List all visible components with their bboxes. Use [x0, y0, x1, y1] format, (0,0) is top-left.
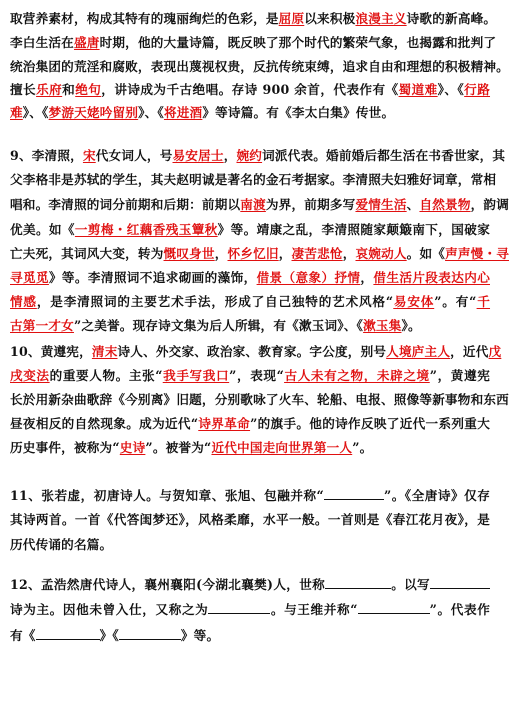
text-segment: 有《 — [10, 628, 36, 643]
text-line — [10, 415, 490, 433]
text-segment: 长於用新杂曲歌辞《今别离》旧题，分别歌咏了火车、轮船、电报、照像等新事物和东西 — [10, 392, 509, 407]
text-segment: 唱和。李清照的词分前期和后期：前期以 — [10, 197, 241, 212]
highlighted-term: 易安居士 — [172, 148, 224, 163]
text-line — [10, 626, 490, 644]
highlighted-term: 行路 — [464, 82, 491, 97]
highlighted-term: 凄苦悲怆 — [291, 246, 343, 261]
text-segment: 》、《 — [138, 105, 164, 120]
text-segment: 。如《 — [406, 246, 446, 261]
text-line — [10, 104, 490, 122]
text-line — [10, 317, 490, 335]
text-segment: ， — [223, 148, 237, 163]
text-line — [10, 171, 497, 189]
text-segment: 》、《 — [437, 82, 465, 97]
text-segment: ”之美誉。现存诗文集为后人所辑，有《漱玉词》、《 — [73, 318, 364, 333]
text-line — [10, 511, 490, 529]
highlighted-term: 近代中国走向世界第一人 — [211, 440, 353, 455]
highlighted-term: 古第一才女 — [10, 318, 74, 333]
highlighted-term: 千 — [476, 294, 491, 309]
text-line — [10, 343, 502, 361]
text-segment: 诗为主。因他未曾入仕，又称之为 — [10, 602, 209, 617]
text-line — [10, 147, 506, 165]
text-segment: 12、孟浩然唐代诗人，襄州襄阳(今湖北襄樊)人，世称 — [10, 577, 326, 592]
text-segment: 亡夫死，其词风大变，转为 — [10, 246, 164, 261]
text-segment: ”的旗手。他的诗作反映了近代一系列重大 — [250, 416, 490, 431]
text-segment: 的重要人物。主张“ — [49, 368, 163, 383]
text-segment: ， — [342, 246, 356, 261]
highlighted-term: 戊 — [488, 344, 502, 359]
text-line — [10, 391, 509, 409]
text-segment: ”，表现“ — [229, 368, 285, 383]
text-segment: 诗人、外交家、政治家、教育家。字公度，别号 — [117, 344, 387, 359]
text-segment: ， — [360, 270, 374, 285]
highlighted-term: 婉约 — [236, 148, 263, 163]
text-line — [10, 58, 509, 76]
text-segment: ”。被誉为“ — [145, 440, 212, 455]
highlighted-term: 漱玉集 — [363, 318, 402, 333]
text-segment: 历代传诵的名篇。 — [10, 537, 113, 552]
text-segment: 统治集团的荒淫和腐败，表现出蔑视权贵，反抗传统束缚，追求自由和理想的积极精神。 — [10, 59, 509, 74]
highlighted-term: 借生活片段表达内心 — [373, 270, 490, 285]
highlighted-term: 易安体 — [393, 294, 435, 309]
highlighted-term: 将进酒 — [163, 105, 203, 120]
text-segment: ，是李清照词的主要艺术手法，形成了自己独特的艺术风格“ — [36, 294, 394, 309]
text-line — [10, 575, 490, 593]
text-segment: ，讲诗成为千古绝唱。存诗 900 余首，代表作有《 — [101, 82, 399, 97]
highlighted-term: 爱情生活 — [355, 197, 407, 212]
text-segment: 为界，前期多写 — [265, 197, 356, 212]
text-line — [10, 439, 490, 457]
highlighted-term: 盛唐 — [73, 35, 100, 50]
text-segment: ， — [278, 246, 292, 261]
text-segment: 父李格非是苏轼的学生，其夫赵明诚是著名的金石考据家。李清照夫妇雅好词章，常相 — [10, 172, 497, 187]
text-segment: 》等诗篇。有《李太白集》传世。 — [202, 105, 395, 120]
highlighted-term: 屈原 — [278, 11, 305, 26]
text-segment: 》。 — [401, 318, 421, 333]
text-segment: ，近代 — [450, 344, 489, 359]
text-segment: 。以写 — [391, 577, 430, 592]
highlighted-term: 乐府 — [36, 82, 63, 97]
highlighted-term: 清末 — [91, 344, 118, 359]
text-segment: 历史事件，被称为“ — [10, 440, 120, 455]
fill-in-blank — [324, 486, 384, 500]
fill-in-blank — [358, 600, 430, 614]
highlighted-term: 蜀道难 — [398, 82, 438, 97]
text-segment: 取营养素材，构成其特有的瑰丽绚烂的色彩，是 — [10, 11, 279, 26]
text-segment: 其诗两首。一首《代答闺梦还》，风格柔靡，水平一般。一首则是《春江花月夜》，是 — [10, 512, 490, 527]
text-segment: ”。有“ — [434, 294, 477, 309]
highlighted-term: 一剪梅・红藕香残玉簟秋 — [74, 222, 218, 237]
highlighted-term: 古人未有之物，未辟之境 — [284, 368, 430, 383]
text-segment: 》等。李清照词不追求砌画的藻饰， — [48, 270, 257, 285]
highlighted-term: 慨叹身世 — [163, 246, 215, 261]
fill-in-blank — [119, 626, 181, 640]
highlighted-term: 怀乡忆旧 — [227, 246, 279, 261]
text-segment: 擅长 — [10, 82, 37, 97]
text-line — [10, 196, 509, 214]
highlighted-term: 情感 — [10, 294, 37, 309]
fill-in-blank — [208, 600, 270, 614]
text-segment: 时期，他的大量诗篇，既反映了那个时代的繁荣气象，也揭露和批判了 — [99, 35, 497, 50]
text-segment: 昼夜相反的自然现象。成为近代“ — [10, 416, 199, 431]
text-segment: 》等。靖康之乱，李清照随家颠簸南下，国破家 — [217, 222, 491, 237]
text-segment: 诗歌的新高峰。 — [406, 11, 497, 26]
text-line — [10, 486, 490, 504]
fill-in-blank — [325, 575, 391, 589]
text-segment: 》《 — [99, 628, 119, 643]
text-segment: 李白生活在 — [10, 35, 74, 50]
fill-in-blank — [430, 575, 490, 589]
text-line — [10, 600, 490, 618]
highlighted-term: 人境庐主人 — [386, 344, 451, 359]
highlighted-term: 哀婉动人 — [355, 246, 407, 261]
text-segment: ”。《全唐诗》仅存 — [384, 488, 490, 503]
text-line — [10, 10, 497, 28]
text-line — [10, 293, 490, 311]
text-segment: 、 — [406, 197, 420, 212]
text-segment: 优美。如《 — [10, 222, 75, 237]
text-segment: 11、张若虚，初唐诗人。与贺知章、张旭、包融并称“ — [10, 488, 324, 503]
highlighted-term: 难 — [10, 105, 23, 120]
highlighted-term: 浪漫主义 — [355, 11, 407, 26]
highlighted-term: 自然景物 — [419, 197, 471, 212]
text-segment: 》、《 — [22, 105, 49, 120]
highlighted-term: 史诗 — [119, 440, 146, 455]
text-line — [10, 221, 490, 239]
text-segment: ”。代表作 — [429, 602, 491, 617]
text-line — [10, 245, 509, 263]
text-segment: 10、黄遵宪， — [10, 344, 92, 359]
highlighted-term: 借景（意象）抒情 — [256, 270, 361, 285]
highlighted-term: 绝句 — [75, 82, 102, 97]
highlighted-term: 诗界革命 — [198, 416, 251, 431]
text-segment: 。与王维并称“ — [270, 602, 358, 617]
text-segment: ”，黄遵宪 — [429, 368, 491, 383]
highlighted-term: 我手写我口 — [162, 368, 230, 383]
fill-in-blank — [36, 626, 100, 640]
text-segment: ”。 — [352, 440, 373, 455]
text-segment: ，韵调 — [470, 197, 509, 212]
highlighted-term: 南渡 — [240, 197, 266, 212]
text-line — [10, 367, 490, 385]
text-segment: 词派代表。婚前婚后都生活在书香世家，其 — [262, 148, 506, 163]
highlighted-term: 戌变法 — [10, 368, 50, 383]
text-segment: ， — [214, 246, 228, 261]
highlighted-term: 梦游天姥吟留别 — [48, 105, 139, 120]
text-line — [10, 34, 497, 52]
text-segment: 和 — [62, 82, 76, 97]
text-line — [10, 536, 490, 554]
text-line — [10, 81, 490, 99]
text-segment: 》等。 — [180, 628, 220, 643]
highlighted-term: 寻觅觅 — [10, 270, 49, 285]
highlighted-term: 宋 — [82, 148, 96, 163]
highlighted-term: 声声慢・寻 — [445, 246, 509, 261]
text-line — [10, 269, 490, 287]
text-segment: 代女词人，号 — [95, 148, 173, 163]
text-segment: 以来积极 — [304, 11, 356, 26]
text-segment: 9、李清照， — [10, 148, 83, 163]
